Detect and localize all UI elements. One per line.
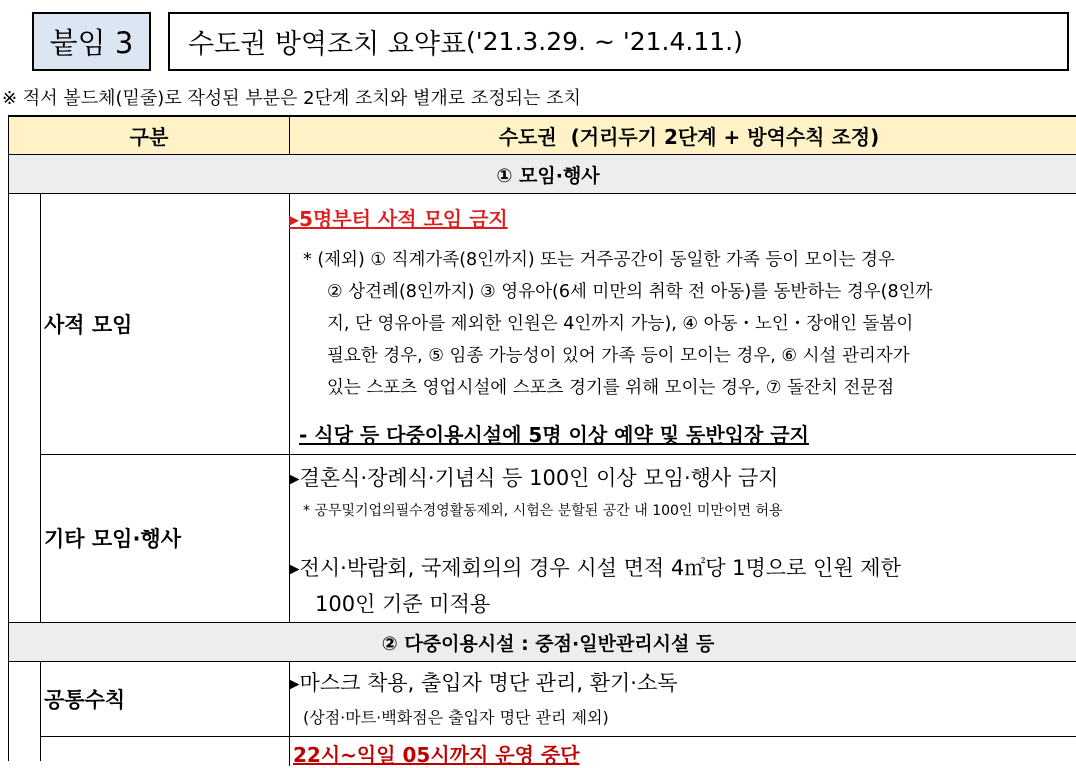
section-gatherings-label: ① 모임·행사 (496, 164, 600, 187)
group-column-2 (8, 661, 41, 761)
row-private-gathering-content (289, 193, 1076, 455)
page-title-text: 수도권 방역조치 요약표 (188, 29, 466, 60)
page-title (168, 12, 1069, 71)
common-label-text: 공통수칙 (44, 687, 126, 712)
attachment-tag (32, 12, 151, 71)
next-row-content (289, 736, 1076, 766)
private-gathering-exception-line-3: 지, 단 영유아를 제외한 인원은 4인까지 가능), ④ 아동・노인・장애인 돌봄이 (327, 314, 914, 334)
next-row-label (40, 736, 290, 766)
section-gatherings (8, 154, 1076, 194)
row-common-content (289, 661, 1076, 737)
section-facilities-label: ② 다중이용시설 : 중점·일반관리시설 등 (381, 632, 715, 655)
row-events-content (289, 454, 1076, 623)
col-header-right (289, 115, 1076, 155)
private-gathering-headline: ▸5명부터 사적 모임 금지 (289, 207, 508, 231)
events-line-3: 100인 기준 미적용 (315, 592, 491, 616)
note-text: ※ 적서 볼드체(밑줄)로 작성된 부분은 2단계 조치와 별개로 조정되는 조치 (2, 88, 581, 109)
common-line-2: (상점·마트·백화점은 출입자 명단 관리 제외) (303, 708, 609, 727)
private-gathering-exception-line-1: * (제외) ① 직계가족(8인까지) 또는 거주공간이 동일한 가족 등이 모이는 경우 (303, 250, 895, 270)
private-gathering-exception-line-2: ② 상견례(8인까지) ③ 영유아(6세 미만의 취학 전 아동)를 동반하는 경우(8인까 (327, 282, 933, 302)
common-line-1: ▸마스크 착용, 출입자 명단 관리, 환기·소독 (289, 671, 678, 695)
col-header-left (8, 115, 290, 155)
events-label-text: 기타 모임·행사 (44, 527, 182, 551)
events-line-2: ▸전시·박람회, 국제회의의 경우 시설 면적 4㎡당 1명으로 인원 제한 (289, 556, 901, 580)
private-gathering-exception-line-4: 필요한 경우, ⑤ 임종 가능성이 있어 가족 등이 모이는 경우, ⑥ 시설 관리자가 (327, 346, 910, 366)
private-gathering-label-text: 사적 모임 (44, 312, 133, 337)
attachment-tag-label: 붙임 3 (49, 26, 134, 60)
col-header-left-label: 구분 (129, 125, 169, 149)
page-title-dates: ('21.3.29. ~ '21.4.11.) (466, 27, 743, 56)
row-private-gathering-label (40, 193, 290, 455)
private-gathering-bold-rule: - 식당 등 다중이용시설에 5명 이상 예약 및 동반입장 금지 (299, 423, 809, 447)
section-facilities (8, 622, 1076, 662)
events-line-1-note: * 공무및기업의필수경영활동제외, 시험은 분할된 공간 내 100인 미만이면 허용 (303, 503, 783, 519)
col-header-right-label: 수도권 (거리두기 2단계 + 방역수칙 조정) (498, 125, 880, 149)
row-common-label (40, 661, 290, 737)
next-row-text: 22시~익일 05시까지 운영 중단 (293, 743, 580, 767)
row-events-label (40, 454, 290, 623)
events-line-1: ▸결혼식·장례식·기념식 등 100인 이상 모임·행사 금지 (289, 466, 779, 490)
group-column-1 (8, 193, 41, 623)
private-gathering-exception-line-5: 있는 스포츠 영업시설에 스포츠 경기를 위해 모이는 경우, ⑦ 돌잔치 전문점 (327, 378, 895, 398)
